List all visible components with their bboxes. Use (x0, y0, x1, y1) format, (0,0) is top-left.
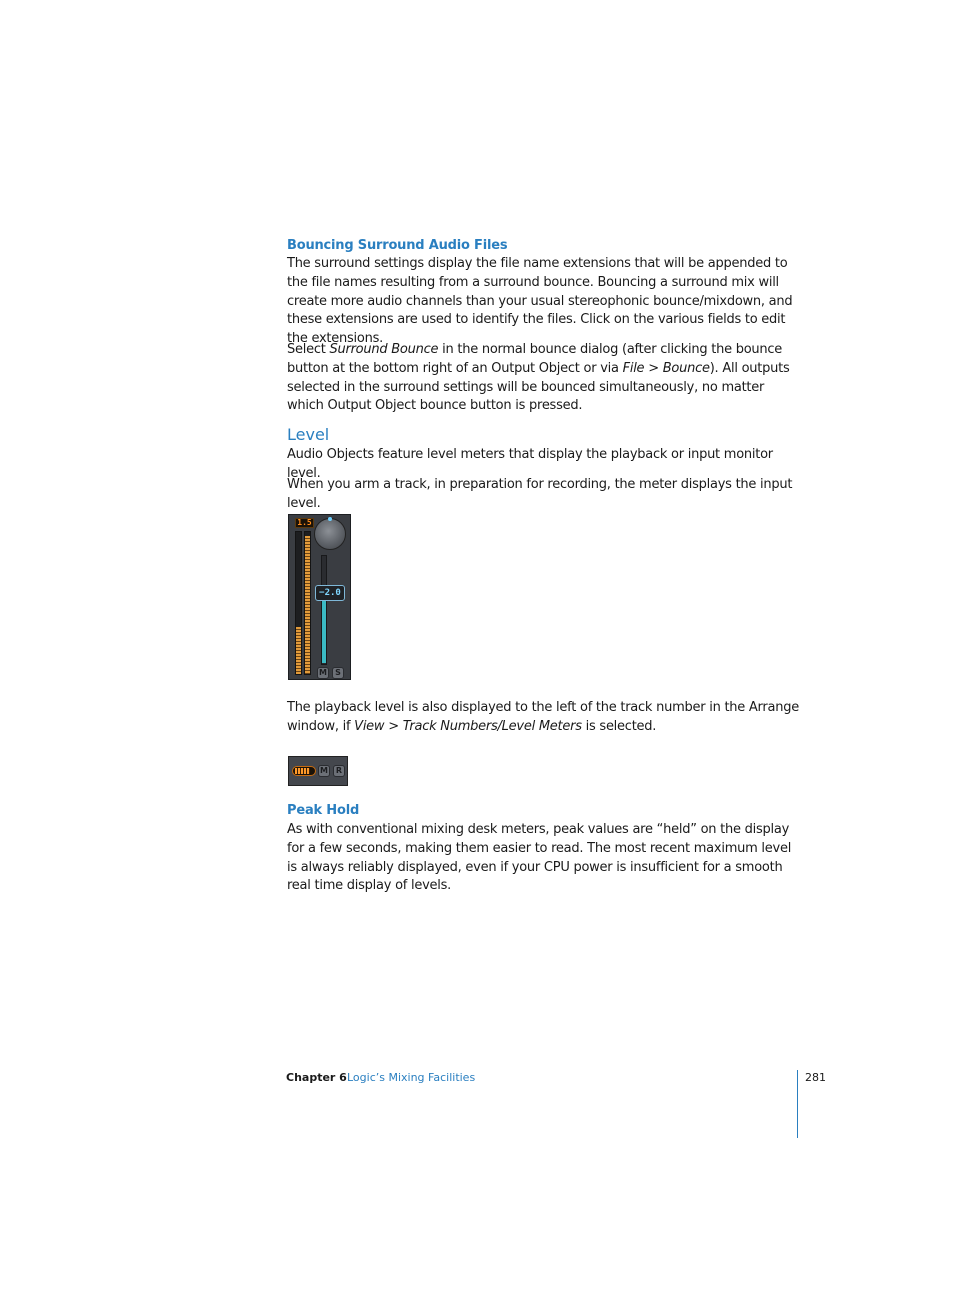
track-level-meter (292, 766, 316, 776)
track-mute-button[interactable]: M (318, 765, 330, 777)
channel-strip-figure (288, 514, 351, 680)
track-record-button[interactable]: R (333, 765, 345, 777)
footer-divider (797, 1070, 798, 1138)
section-heading-level: Level (287, 425, 330, 444)
section-heading-bouncing: Bouncing Surround Audio Files (287, 238, 508, 253)
paragraph-audio-objects: Audio Objects feature level meters that display the playback or input monitor level. (287, 447, 773, 481)
pan-knob-icon[interactable] (314, 518, 346, 550)
volume-fader-value[interactable]: −2.0 (315, 585, 345, 601)
footer-chapter-title[interactable]: Logic’s Mixing Facilities (347, 1071, 476, 1084)
page-number: 281 (805, 1071, 826, 1084)
paragraph-surround-settings: The surround settings display the file name extensions that will be appended to the file names resulting from a surround bounce. Bouncing a surround mix will create more audio channels than your usual stereophonic bounce/mixdown, and these extensions are used to identify the files. Click on the various fields to edit the extensions. (287, 256, 793, 347)
level-meter-left (295, 531, 302, 675)
track-meter-fill (295, 768, 310, 774)
volume-fader-fill (322, 599, 326, 663)
section-heading-peak-hold: Peak Hold (287, 803, 360, 818)
peak-display: 1.5 (295, 518, 314, 528)
solo-button[interactable]: S (332, 667, 344, 679)
paragraph-playback-level: The playback level is also displayed to the left of the track number in the Arrange window, if View > Track Numbers/Level Meters is selected. (287, 700, 799, 734)
paragraph-arm-track: When you arm a track, in preparation for recording, the meter displays the input level. (287, 477, 793, 511)
knob-indicator-icon (328, 517, 332, 521)
paragraph-peak-hold: As with conventional mixing desk meters, peak values are “held” on the display for a few seconds, making them easier to read. The most recent maximum level is always reliably displayed, even if your CPU power is insufficient for a smooth real time display of levels. (287, 822, 792, 894)
track-header-figure (288, 756, 348, 786)
meter-fill-right (305, 536, 310, 674)
meter-fill-left (296, 627, 301, 674)
paragraph-select-surround-bounce: Select Surround Bounce in the normal bounce dialog (after clicking the bounce button at the bottom right of an Output Object or via File > Bounce). All outputs selected in the surround settings will be bounced simultaneously, no matter which Output Object bounce button is pressed. (287, 342, 790, 414)
footer-chapter: Chapter 6 (286, 1071, 347, 1084)
mute-button[interactable]: M (317, 667, 329, 679)
level-meter-right (304, 531, 311, 675)
